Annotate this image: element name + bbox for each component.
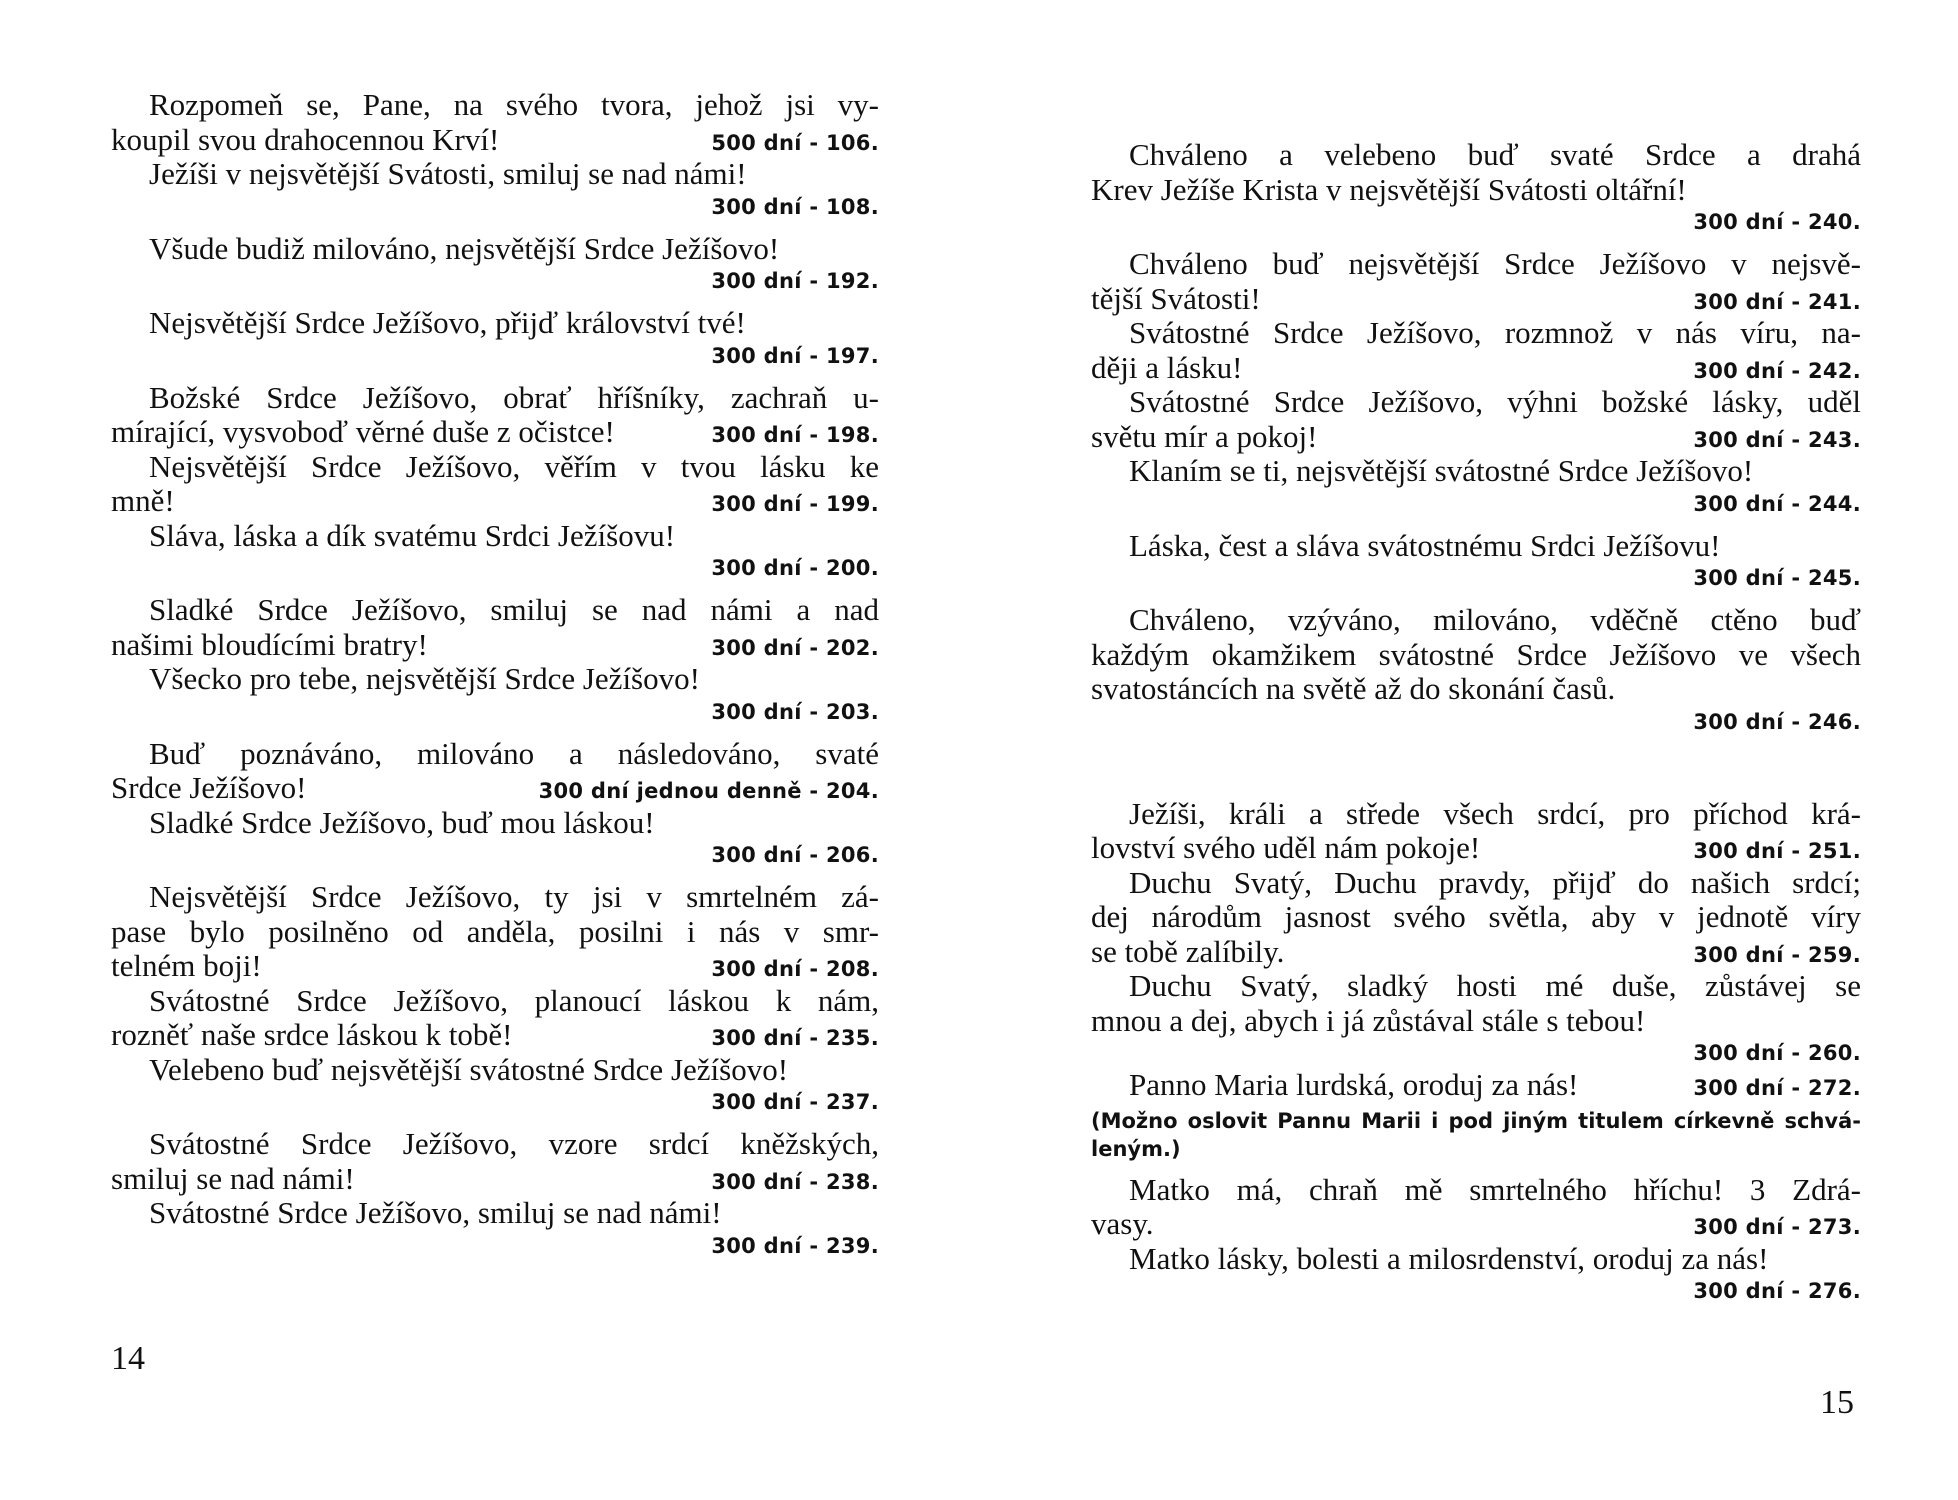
prayer-text-line: Ježíši, králi a střede všech srdcí, pro příchod krá-	[1129, 795, 1861, 831]
indulgence-ref: 300 dní - 260.	[1693, 1041, 1861, 1065]
indulgence-ref: 300 dní - 239.	[711, 1233, 879, 1258]
prayer-entry	[111, 88, 879, 157]
prayer-text-line: Svátostné Srdce Ježíšovo, planoucí láskou k nám,	[149, 982, 879, 1018]
prayer-text-line: rozněť naše srdce láskou k tobě! 300 dní - 235.	[111, 1018, 879, 1053]
prayer-text-line: koupil svou drahocennou Krví! 500 dní - 106.	[111, 123, 879, 158]
prayer-text-line: Svátostné Srdce Ježíšovo, smiluj se nad námi!	[149, 1195, 722, 1230]
prayer-text-line: našimi bloudícími bratry! 300 dní - 202.	[111, 628, 879, 663]
prayer-entry	[111, 306, 879, 371]
indulgence-ref: 300 dní - 198.	[711, 423, 879, 447]
prayer-text-line: Duchu Svatý, sladký hosti mé duše, zůstávej se	[1129, 968, 1861, 1003]
indulgence-ref-line	[111, 840, 879, 870]
prayer-text-line: lovství svého uděl nám pokoje! 300 dní - 251.	[1091, 831, 1861, 866]
prayer-text-line: telném boji! 300 dní - 208.	[111, 949, 879, 984]
prayer-text-line: Sláva, láska a dík svatému Srdci Ježíšovu!	[149, 517, 676, 553]
indulgence-ref: 300 dní - 240.	[1693, 210, 1861, 234]
prayer-text-line: Svátostné Srdce Ježíšovo, rozmnož v nás víru, na-	[1129, 315, 1861, 350]
prayer-text-line: každým okamžikem svátostné Srdce Ježíšovo ve všech	[1091, 636, 1861, 672]
prayer-text-line: světu mír a pokoj! 300 dní - 243.	[1091, 420, 1861, 455]
indulgence-ref: 300 dní - 238.	[711, 1169, 879, 1194]
indulgence-ref: 300 dní - 237.	[711, 1090, 879, 1114]
prayer-text-line: svatostáncích na světě až do skonání časů.	[1091, 671, 1616, 706]
indulgence-ref: 300 dní - 108.	[711, 194, 879, 219]
indulgence-ref: 300 dní - 244.	[1693, 491, 1861, 516]
prayer-text-line: Chváleno buď nejsvětější Srdce Ježíšovo v nejsvě-	[1129, 246, 1861, 281]
prayer-entry	[111, 232, 879, 297]
prayer-entry	[111, 737, 879, 806]
prayer-entry	[111, 662, 879, 727]
prayer-text-line: ději a lásku! 300 dní - 242.	[1091, 351, 1861, 386]
prayer-entry	[1091, 529, 1861, 594]
prayer-text-line: Klaním se ti, nejsvětější svátostné Srdce Ježíšovo!	[1129, 453, 1754, 488]
prayer-text-line: Nejsvětější Srdce Ježíšovo, ty jsi v smrtelném zá-	[149, 879, 879, 914]
indulgence-ref: 300 dní - 259.	[1693, 942, 1861, 967]
indulgence-ref: 300 dní - 251.	[1693, 839, 1861, 863]
indulgence-ref-line	[111, 697, 879, 727]
prayer-entry	[1091, 797, 1861, 866]
prayer-entry	[1091, 454, 1861, 519]
indulgence-ref: 300 dní - 200.	[711, 556, 879, 580]
prayer-text-line: Panno Maria lurdská, oroduj za nás! 300 dní - 272.	[1091, 1068, 1861, 1103]
indulgence-ref: 300 dní - 242.	[1693, 358, 1861, 383]
prayer-text-line: Sladké Srdce Ježíšovo, smiluj se nad námi a nad	[149, 592, 879, 627]
prayer-text-line: Všecko pro tebe, nejsvětější Srdce Ježíšovo!	[149, 661, 700, 696]
prayer-entry	[1091, 1068, 1861, 1163]
prayer-entry	[111, 450, 879, 519]
prayer-text-line: se tobě zalíbily. 300 dní - 259.	[1091, 935, 1861, 970]
prayer-entry	[1091, 603, 1861, 737]
prayer-entry	[111, 1127, 879, 1196]
prayer-list	[111, 88, 879, 1261]
indulgence-ref: 300 dní - 276.	[1693, 1279, 1861, 1303]
prayer-text-line: mnou a dej, abych i já zůstával stále s tebou!	[1091, 1002, 1646, 1038]
indulgence-ref: 300 dní - 208.	[711, 957, 879, 981]
indulgence-ref: 300 dní - 203.	[711, 699, 879, 724]
indulgence-ref: 300 dní - 243.	[1693, 427, 1861, 452]
indulgence-ref-line	[111, 341, 879, 371]
indulgence-ref: 300 dní - 272.	[1693, 1076, 1861, 1100]
indulgence-ref: 300 dní - 192.	[711, 269, 879, 293]
prayer-text-line: Svátostné Srdce Ježíšovo, vzore srdcí kněžských,	[149, 1126, 879, 1161]
prayer-entry	[111, 593, 879, 662]
indulgence-ref-line	[1091, 1276, 1861, 1306]
prayer-text-line: Chváleno, vzýváno, milováno, vděčně ctěno buď	[1129, 602, 1861, 637]
indulgence-ref-line	[111, 1087, 879, 1117]
prayer-text-line: Buď poznáváno, milováno a následováno, svaté	[149, 735, 879, 771]
prayer-text-line: pase bylo posilněno od anděla, posilni i nás v smr-	[111, 913, 879, 949]
indulgence-ref: 300 dní - 202.	[711, 635, 879, 660]
prayer-entry	[111, 984, 879, 1053]
prayer-text-line: mírající, vysvoboď věrné duše z očistce! 300 dní - 198.	[111, 415, 879, 450]
indulgence-ref-line	[1091, 707, 1861, 737]
indulgence-ref-line	[1091, 489, 1861, 519]
prayer-text-line: Svátostné Srdce Ježíšovo, výhni božské lásky, uděl	[1129, 384, 1861, 419]
prayer-entry	[1091, 866, 1861, 970]
prayer-list	[1091, 138, 1861, 1306]
prayer-entry	[1091, 247, 1861, 316]
prayer-entry	[111, 1053, 879, 1118]
footnote: (Možno oslovit Pannu Marii i pod jiným titulem církevně schvá- leným.)	[1091, 1108, 1861, 1161]
prayer-text-line: vasy. 300 dní - 273.	[1091, 1207, 1861, 1242]
prayer-entry	[111, 1196, 879, 1261]
prayer-text-line: Matko má, chraň mě smrtelného hříchu! 3 Zdrá-	[1129, 1171, 1861, 1207]
prayer-entry	[111, 157, 879, 222]
prayer-text-line: Božské Srdce Ježíšovo, obrať hříšníky, zachraň u-	[149, 379, 879, 415]
prayer-entry	[111, 880, 879, 984]
prayer-text-line: Chváleno a velebeno buď svaté Srdce a drahá	[1129, 137, 1861, 172]
prayer-entry	[111, 806, 879, 871]
right-page	[979, 0, 1958, 1500]
prayer-text-line: Ježíši v nejsvětější Svátosti, smiluj se nad námi!	[149, 156, 747, 191]
indulgence-ref-line	[111, 192, 879, 222]
indulgence-ref: 300 dní - 197.	[711, 343, 879, 368]
prayer-text-line: Velebeno buď nejsvětější svátostné Srdce Ježíšovo!	[149, 1051, 789, 1087]
indulgence-ref-line	[111, 1231, 879, 1261]
indulgence-ref-line	[1091, 207, 1861, 237]
prayer-text-line: Nejsvětější Srdce Ježíšovo, věřím v tvou lásku ke	[149, 448, 879, 484]
prayer-text-line: Všude budiž milováno, nejsvětější Srdce Ježíšovo!	[149, 230, 780, 266]
indulgence-ref: 300 dní - 241.	[1693, 289, 1861, 314]
prayer-text-line: Sladké Srdce Ježíšovo, buď mou láskou!	[149, 804, 655, 840]
page-number: 15	[1820, 1384, 1854, 1421]
prayer-entry	[1091, 385, 1861, 454]
indulgence-ref: 300 dní - 246.	[1693, 709, 1861, 734]
indulgence-ref: 300 dní - 206.	[711, 843, 879, 867]
indulgence-ref: 500 dní - 106.	[711, 130, 879, 155]
prayer-text-line: Matko lásky, bolesti a milosrdenství, oroduj za nás!	[1129, 1240, 1769, 1276]
indulgence-ref: 300 dní - 199.	[711, 492, 879, 516]
indulgence-ref-line	[1091, 1038, 1861, 1068]
prayer-entry	[1091, 138, 1861, 237]
prayer-entry	[1091, 1242, 1861, 1307]
prayer-entry	[1091, 1173, 1861, 1242]
prayer-text-line: Duchu Svatý, Duchu pravdy, přijď do našich srdcí;	[1129, 864, 1861, 900]
prayer-text-line: mně! 300 dní - 199.	[111, 484, 879, 519]
indulgence-ref: 300 dní - 245.	[1693, 566, 1861, 590]
prayer-entry	[111, 381, 879, 450]
prayer-text-line: Srdce Ježíšovo! 300 dní jednou denně - 204.	[111, 771, 879, 806]
prayer-text-line: Krev Ježíše Krista v nejsvětější Svátosti oltářní!	[1091, 171, 1687, 207]
prayer-entry	[1091, 316, 1861, 385]
prayer-text-line: smiluj se nad námi! 300 dní - 238.	[111, 1162, 879, 1197]
prayer-text-line: Rozpomeň se, Pane, na svého tvora, jehož jsi vy-	[149, 87, 879, 122]
prayer-entry	[1091, 969, 1861, 1068]
prayer-text-line: Láska, čest a sláva svátostnému Srdci Ježíšovu!	[1129, 527, 1721, 563]
indulgence-ref: 300 dní - 273.	[1693, 1215, 1861, 1239]
prayer-text-line: Nejsvětější Srdce Ježíšovo, přijď království tvé!	[149, 305, 746, 340]
indulgence-ref: 300 dní jednou denně - 204.	[538, 779, 879, 803]
indulgence-ref: 300 dní - 235.	[711, 1026, 879, 1050]
prayer-text-line: dej národům jasnost svého světla, aby v jednotě víry	[1091, 899, 1861, 934]
indulgence-ref-line	[111, 553, 879, 583]
prayer-text-line: tější Svátosti! 300 dní - 241.	[1091, 282, 1861, 317]
indulgence-ref-line	[111, 266, 879, 296]
indulgence-ref-line	[1091, 563, 1861, 593]
page-number: 14	[111, 1340, 145, 1377]
prayer-entry	[111, 519, 879, 584]
